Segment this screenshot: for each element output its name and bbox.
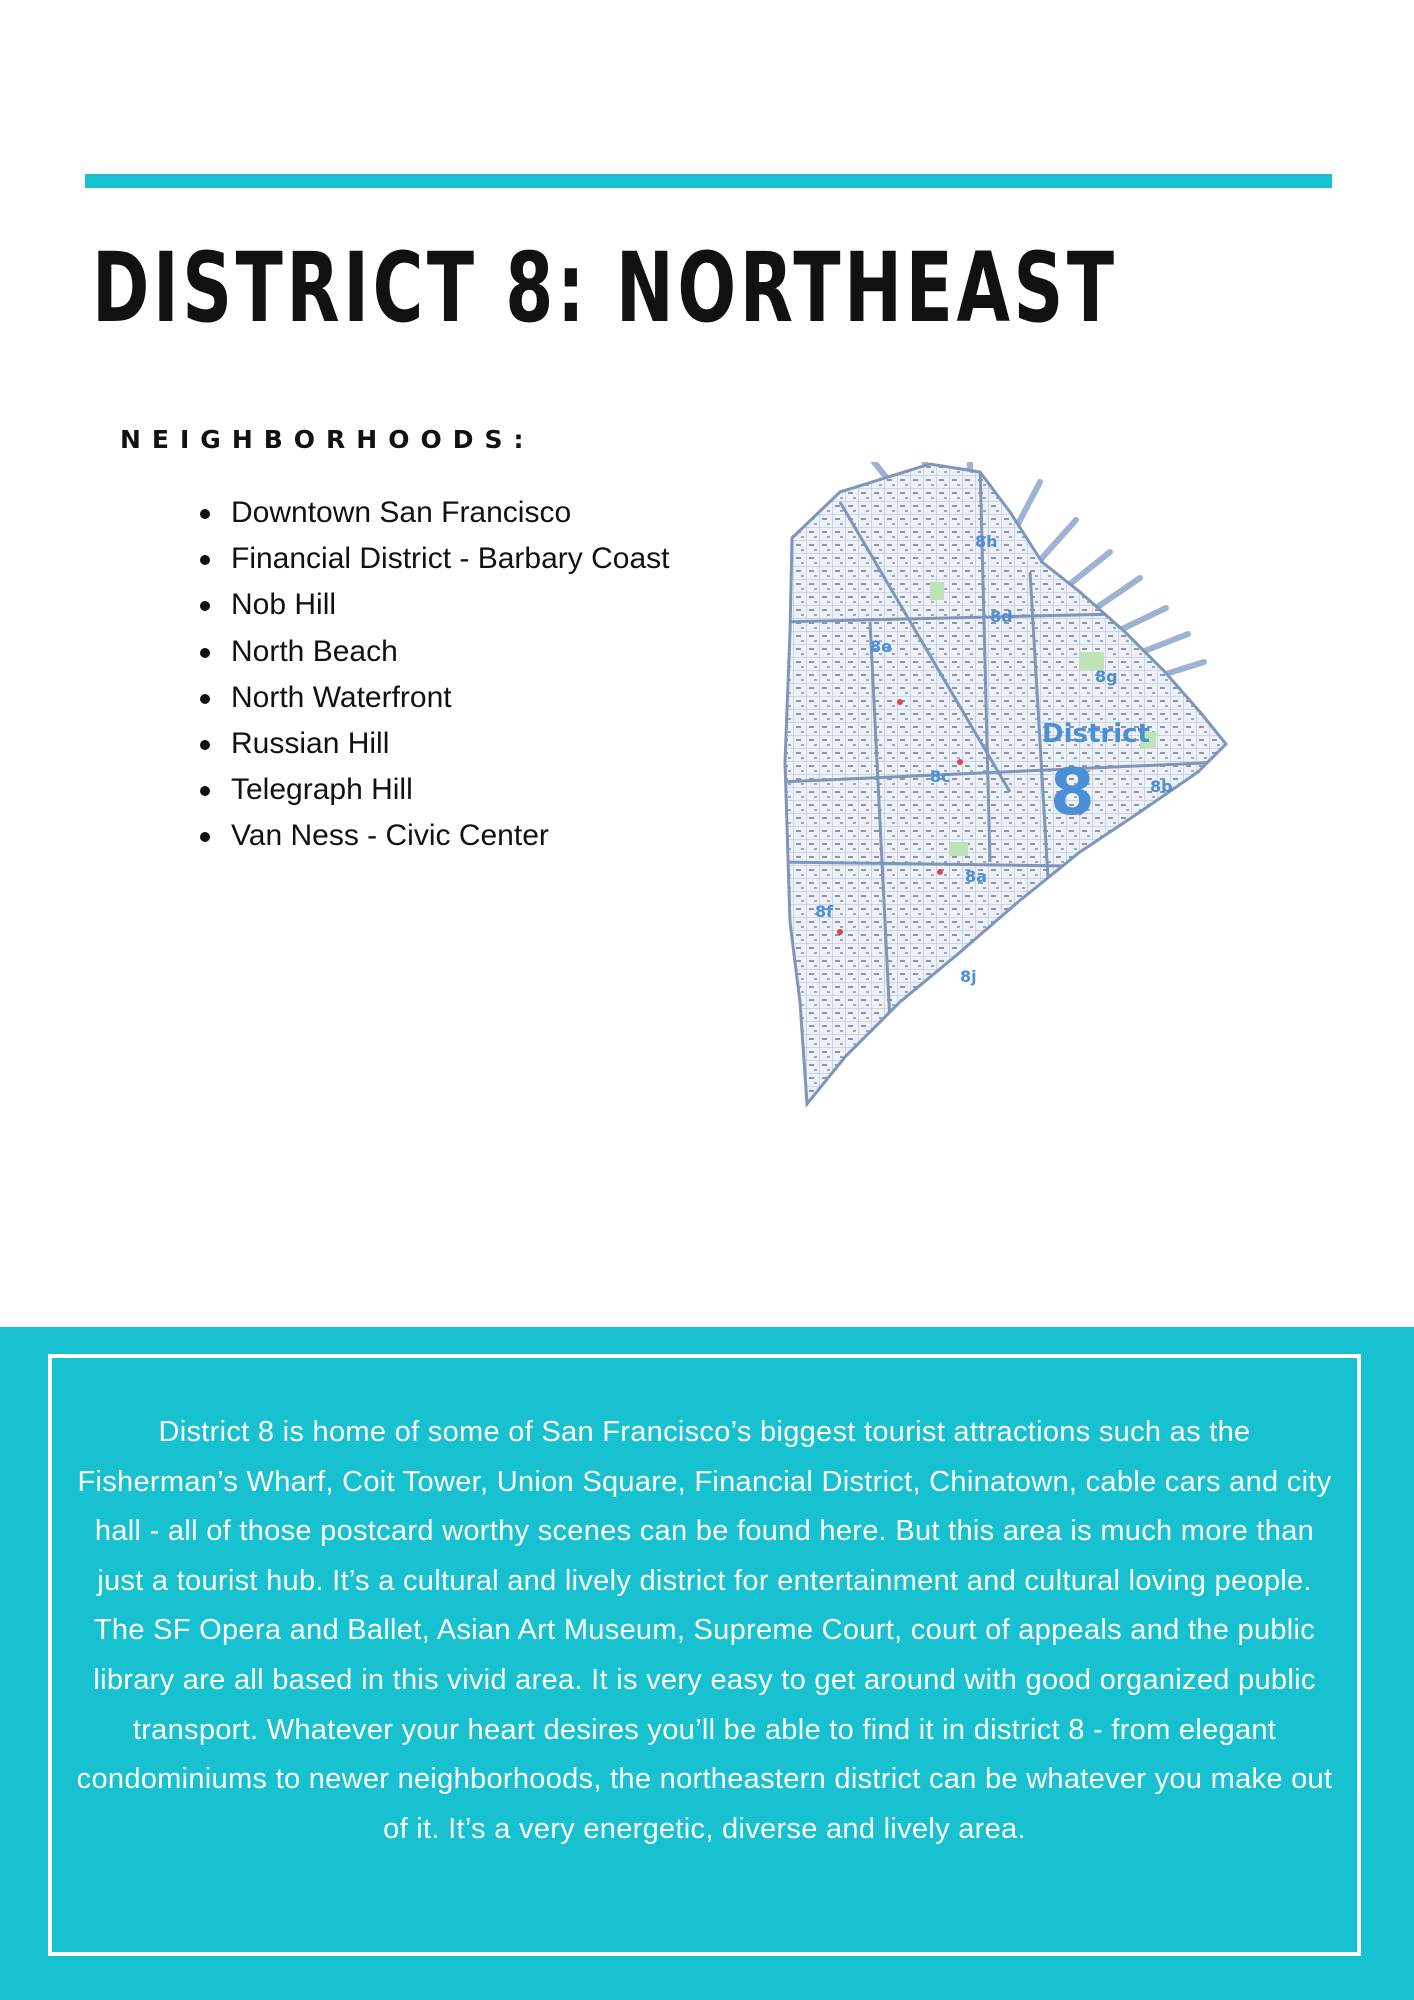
- district-number: 8: [1050, 756, 1095, 830]
- neighborhoods-heading: NEIGHBORHOODS:: [120, 425, 535, 454]
- district-description: District 8 is home of some of San Francisco’s biggest tourist attractions such as the Fisherman’s Wharf, Coit Tower, Union Square, Financial District, Chinatown, cable cars and city hall - all of those postcard worthy scenes can be found here. But this area is much more than just a tourist hub. It’s a cultural and lively district for entertainment and cultural loving people. The SF Opera and Ballet, Asian Art Museum, Supreme Court, court of appeals and the public library are all based in this vivid area. It is very easy to get around with good organized public transport. Whatever your heart desires you’ll be able to find it in district 8 - from elegant condominiums to newer neighborhoods, the northeastern district can be whatever you make out of it. It’s a very energetic, diverse and lively area.: [76, 1416, 1333, 1845]
- info-panel: [0, 1327, 1414, 2000]
- top-accent-rule: [85, 174, 1332, 188]
- list-item: North Waterfront: [200, 675, 669, 721]
- subdistrict-label: 8a: [965, 867, 987, 886]
- page-title: DISTRICT 8: NORTHEAST: [92, 232, 1118, 344]
- subdistrict-label: 8e: [870, 637, 892, 656]
- subdistrict-label: 8g: [1095, 667, 1118, 686]
- list-item: North Beach: [200, 629, 669, 675]
- subdistrict-label: 8b: [1150, 777, 1173, 796]
- list-item: Nob Hill: [200, 582, 669, 628]
- district-label: District: [1042, 719, 1150, 749]
- subdistrict-label: 8f: [815, 902, 834, 921]
- info-panel-frame: [48, 1354, 1361, 1956]
- subdistrict-label: 8d: [990, 607, 1013, 626]
- subdistrict-label: 8c: [930, 767, 951, 786]
- neighborhood-list: [200, 490, 669, 860]
- list-item: Van Ness - Civic Center: [200, 813, 669, 859]
- list-item: Downtown San Francisco: [200, 490, 669, 536]
- list-item: Telegraph Hill: [200, 767, 669, 813]
- list-item: Russian Hill: [200, 721, 669, 767]
- list-item: Financial District - Barbary Coast: [200, 536, 669, 582]
- district-map: [780, 462, 1300, 1182]
- subdistrict-label: 8j: [960, 967, 977, 986]
- subdistrict-label: 8h: [975, 532, 998, 551]
